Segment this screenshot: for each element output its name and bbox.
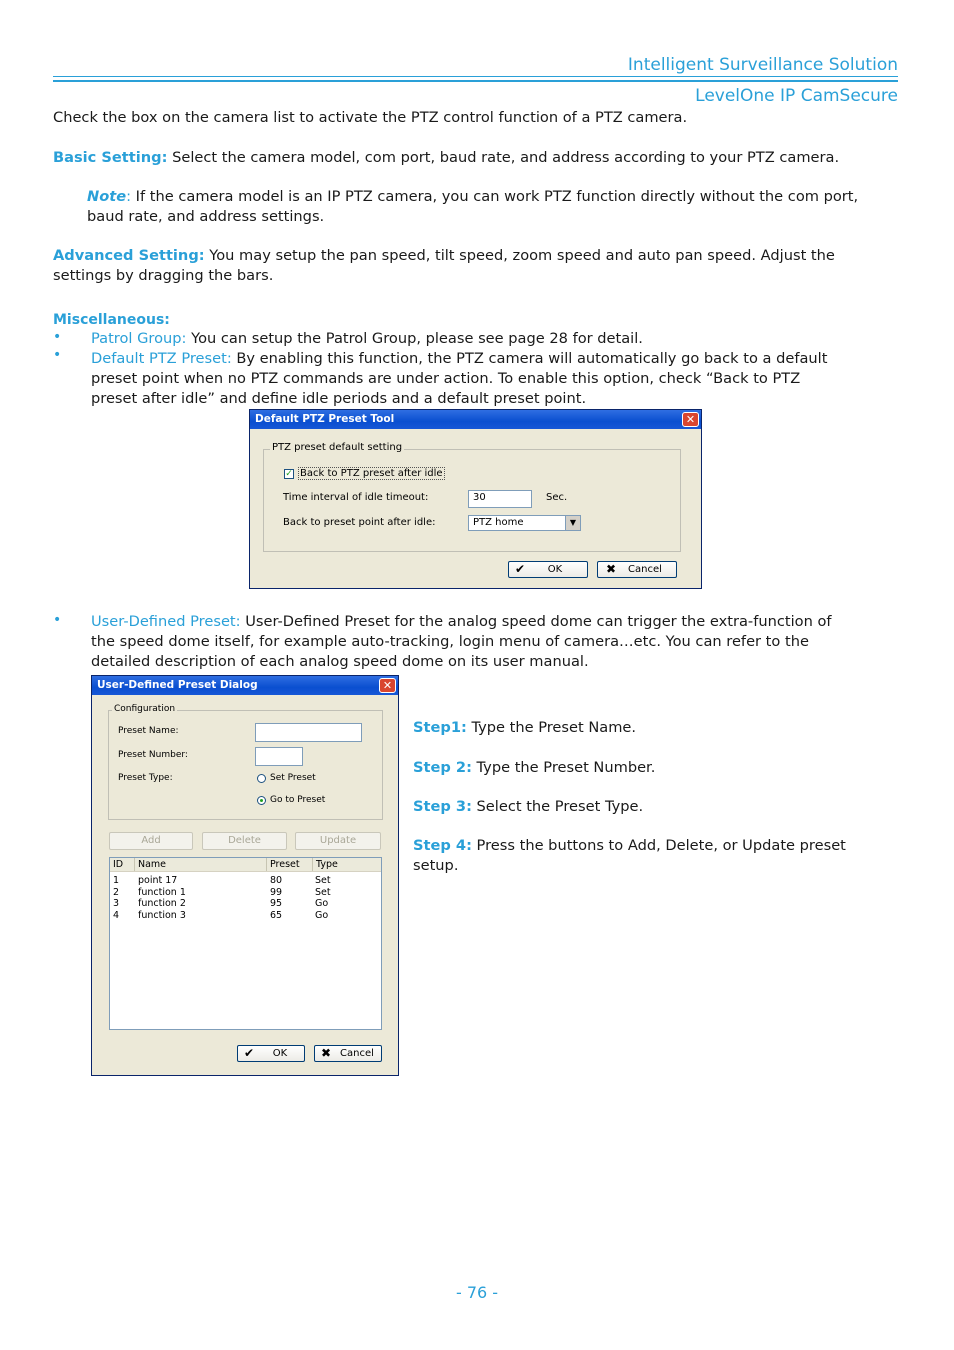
row-name: function 2 [138,898,186,909]
default-ptz-label: Default PTZ Preset: [91,350,232,367]
close-icon[interactable]: ✕ [682,412,699,427]
user-defined-preset-dialog [91,675,399,1076]
preset-point-select[interactable] [468,515,581,531]
default-ptz-line1: By enabling this function, the PTZ camera will automatically go back to a default [231,350,828,367]
step-label: Step 3: [413,798,472,815]
preset-name-label: Preset Name: [118,726,179,736]
update-button[interactable]: Update [295,832,381,850]
dialog-title-bar [250,410,701,429]
check-icon: ✔ [515,562,526,576]
check-icon: ✔ [244,1046,255,1060]
header-product: LevelOne IP CamSecure [695,86,898,106]
cancel-button[interactable] [597,561,677,578]
basic-setting-label: Basic Setting: [53,149,168,166]
note-text-line1: If the camera model is an IP PTZ camera, you can work PTZ function directly without the com port, [131,188,859,205]
set-preset-radio[interactable] [257,774,266,783]
dialog-title-bar [92,676,398,695]
row-type: Go [315,898,329,909]
step-text: Type the Preset Name. [466,719,637,736]
user-defined-line3: detailed description of each analog speed dome on its user manual. [91,653,589,670]
note-colon: : [126,188,132,205]
row-preset: 65 [270,909,283,921]
add-button[interactable]: Add [109,832,193,850]
set-preset-label[interactable]: Set Preset [270,773,316,783]
default-ptz-item [91,349,891,409]
table-row[interactable] [110,875,381,887]
ok-label: OK [547,564,563,575]
close-icon[interactable]: ✕ [379,678,396,693]
row-id: 3 [113,898,120,909]
preset-type-label: Preset Type: [118,773,173,783]
step-2 [413,758,893,778]
col-name[interactable]: Name [135,858,267,871]
col-preset[interactable]: Preset [267,858,313,871]
dialog-title: User-Defined Preset Dialog [97,679,258,691]
delete-button[interactable]: Delete [202,832,287,850]
x-icon: ✖ [321,1046,332,1060]
go-to-preset-label[interactable]: Go to Preset [270,795,326,805]
advanced-setting-label: Advanced Setting: [53,247,205,264]
bullet-dot: • [53,329,62,345]
patrol-group-label: Patrol Group: [91,330,187,347]
row-preset: 99 [270,886,283,898]
cancel-button[interactable] [314,1045,382,1062]
ok-button[interactable] [237,1045,305,1062]
user-defined-line1: User-Defined Preset for the analog speed dome can trigger the extra-function of [240,613,832,630]
ok-label: OK [272,1048,288,1059]
chevron-down-icon[interactable]: ▼ [565,516,580,530]
advanced-setting-line1: You may setup the pan speed, tilt speed, zoom speed and auto pan speed. Adjust the [204,247,835,264]
table-row[interactable] [110,887,381,899]
group-label: PTZ preset default setting [272,442,403,453]
advanced-setting-line2: settings by dragging the bars. [53,267,274,284]
row-preset: 80 [270,875,283,886]
back-to-preset-checkbox[interactable]: ✓ [285,469,293,479]
header-title: Intelligent Surveillance Solution [627,55,898,75]
step-3 [413,797,893,817]
header-rule-thick [53,80,898,82]
step-text-line2: setup. [413,857,459,874]
dialog-title: Default PTZ Preset Tool [255,413,395,425]
preset-point-label: Back to preset point after idle: [283,517,436,528]
row-type: Set [315,875,331,886]
idle-timeout-unit: Sec. [546,492,568,503]
preset-point-value: PTZ home [473,517,524,528]
table-row[interactable] [110,910,381,922]
header-rule [53,76,898,77]
idle-timeout-label: Time interval of idle timeout: [283,492,429,503]
ok-button[interactable] [508,561,588,578]
back-to-preset-label[interactable]: Back to PTZ preset after idle [300,468,443,479]
step-text: Press the buttons to Add, Delete, or Update preset [471,837,846,854]
default-ptz-line3: preset after idle” and define idle periods and a default preset point. [91,390,587,407]
patrol-group-text: You can setup the Patrol Group, please see page 28 for detail. [186,330,643,347]
step-label: Step1: [413,719,467,736]
advanced-setting-paragraph [53,246,898,286]
row-name: function 3 [138,909,186,921]
cancel-label: Cancel [340,1048,374,1059]
go-to-preset-radio[interactable] [257,796,266,805]
note-label: Note [87,188,127,205]
step-1 [413,718,893,738]
row-id: 4 [113,909,120,921]
x-icon: ✖ [606,562,617,576]
step-text: Type the Preset Number. [471,759,656,776]
bullet-dot: • [53,612,62,628]
page-number: - 76 - [455,1283,499,1302]
basic-setting-text: Select the camera model, com port, baud rate, and address according to your PTZ camera. [167,149,840,166]
misc-heading: Miscellaneous: [53,312,170,328]
list-header [110,858,381,872]
col-type[interactable]: Type [316,859,338,870]
note-paragraph [87,187,897,227]
preset-name-input[interactable] [255,723,362,742]
group-label: Configuration [114,704,176,714]
idle-timeout-input[interactable]: 30 [468,490,532,508]
default-ptz-preset-dialog [249,409,702,589]
patrol-group-item [91,329,891,349]
step-label: Step 4: [413,837,472,854]
step-label: Step 2: [413,759,472,776]
table-row[interactable] [110,898,381,910]
note-text-line2: baud rate, and address settings. [87,208,325,225]
basic-setting-paragraph [53,148,898,168]
user-defined-line2: the speed dome itself, for example auto-tracking, login menu of camera…etc. You can refer to the [91,633,809,650]
row-name: point 17 [138,875,178,886]
preset-list[interactable] [109,857,382,1030]
bullet-dot: • [53,347,62,363]
user-defined-item [91,612,891,672]
cancel-label: Cancel [628,564,662,575]
col-id[interactable]: ID [110,858,135,871]
intro-paragraph: Check the box on the camera list to activate the PTZ control function of a PTZ camera. [53,109,688,126]
default-ptz-line2: preset point when no PTZ commands are under action. To enable this option, check “Back to PTZ [91,370,801,387]
row-name: function 1 [138,886,186,898]
row-id: 1 [113,875,120,886]
preset-number-label: Preset Number: [118,750,188,760]
row-id: 2 [113,886,120,898]
step-4 [413,836,893,876]
row-preset: 95 [270,898,283,909]
user-defined-label: User-Defined Preset: [91,613,241,630]
step-text: Select the Preset Type. [471,798,644,815]
row-type: Set [315,886,331,898]
row-type: Go [315,909,329,921]
preset-number-input[interactable] [255,747,303,766]
